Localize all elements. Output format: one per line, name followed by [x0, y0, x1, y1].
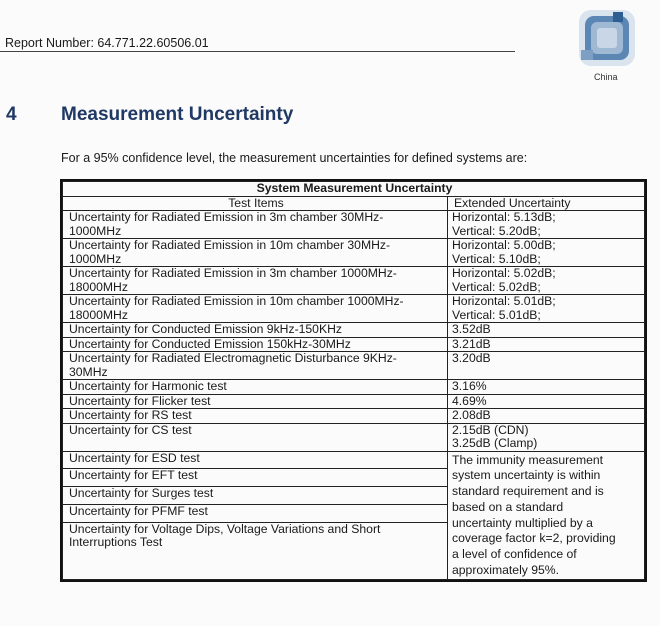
- uncertainty-cell: 3.16%: [448, 380, 645, 395]
- uncertainty-cell: 2.15dB (CDN) 3.25dB (Clamp): [448, 423, 645, 451]
- test-item-cell: Uncertainty for EFT test: [63, 469, 448, 487]
- section-number: 4: [6, 104, 17, 125]
- table-row: [63, 267, 645, 295]
- table-row: [63, 323, 645, 338]
- test-item-cell: Uncertainty for CS test: [63, 423, 448, 451]
- table-title: System Measurement Uncertainty: [63, 182, 645, 197]
- table-row: [63, 295, 645, 323]
- table-row: [63, 409, 645, 424]
- table-row: [63, 394, 645, 409]
- test-item-cell: Uncertainty for Harmonic test: [63, 380, 448, 395]
- uncertainty-cell: Horizontal: 5.02dB; Vertical: 5.02dB;: [448, 267, 645, 295]
- uncertainty-cell: 3.21dB: [448, 337, 645, 352]
- uncertainty-cell: 3.20dB: [448, 352, 645, 380]
- uncertainty-cell: 3.52dB: [448, 323, 645, 338]
- table-row: [63, 423, 645, 451]
- intro-text: For a 95% confidence level, the measurement uncertainties for defined systems are:: [61, 151, 528, 165]
- test-item-cell: Uncertainty for Conducted Emission 9kHz-150KHz: [63, 323, 448, 338]
- table-row: [63, 239, 645, 267]
- table-row: [63, 380, 645, 395]
- immunity-note-cell: The immunity measurement system uncertainty is within standard requirement and is based on a standard uncertainty multiplied by a coverage factor k=2, providing a level of confidence of approximately 95%.: [448, 451, 645, 579]
- uncertainty-cell: Horizontal: 5.13dB; Vertical: 5.20dB;: [448, 211, 645, 239]
- table-row: [63, 352, 645, 380]
- test-item-cell: Uncertainty for Flicker test: [63, 394, 448, 409]
- table-row: [63, 211, 645, 239]
- header-rule: [0, 51, 515, 52]
- test-item-cell: Uncertainty for Conducted Emission 150kHz-30MHz: [63, 337, 448, 352]
- test-item-cell: Uncertainty for Radiated Emission in 10m chamber 1000MHz- 18000MHz: [63, 295, 448, 323]
- test-item-cell: Uncertainty for Radiated Electromagnetic Disturbance 9KHz- 30MHz: [63, 352, 448, 380]
- logo-caption: China: [594, 72, 618, 82]
- test-item-cell: Uncertainty for Radiated Emission in 10m chamber 30MHz- 1000MHz: [63, 239, 448, 267]
- certification-mark-logo: [577, 8, 637, 68]
- uncertainty-cell: Horizontal: 5.01dB; Vertical: 5.01dB;: [448, 295, 645, 323]
- table-row: [63, 451, 645, 469]
- header-extended-uncertainty: Extended Uncertainty: [448, 196, 645, 211]
- section-title: Measurement Uncertainty: [61, 104, 294, 125]
- uncertainty-cell: 2.08dB: [448, 409, 645, 424]
- table-header-row: [63, 196, 645, 211]
- test-item-cell: Uncertainty for PFMF test: [63, 505, 448, 523]
- uncertainty-cell: Horizontal: 5.00dB; Vertical: 5.10dB;: [448, 239, 645, 267]
- table-title-row: [63, 182, 645, 197]
- test-item-cell: Uncertainty for Voltage Dips, Voltage Variations and Short Interruptions Test: [63, 522, 448, 579]
- test-item-cell: Uncertainty for RS test: [63, 409, 448, 424]
- test-item-cell: Uncertainty for Radiated Emission in 3m chamber 30MHz- 1000MHz: [63, 211, 448, 239]
- test-item-cell: Uncertainty for ESD test: [63, 451, 448, 469]
- test-item-cell: Uncertainty for Radiated Emission in 3m chamber 1000MHz- 18000MHz: [63, 267, 448, 295]
- report-number: Report Number: 64.771.22.60506.01: [5, 36, 209, 50]
- header-test-items: Test Items: [63, 196, 448, 211]
- uncertainty-table: [60, 179, 647, 582]
- uncertainty-cell: 4.69%: [448, 394, 645, 409]
- test-item-cell: Uncertainty for Surges test: [63, 487, 448, 505]
- table-row: [63, 337, 645, 352]
